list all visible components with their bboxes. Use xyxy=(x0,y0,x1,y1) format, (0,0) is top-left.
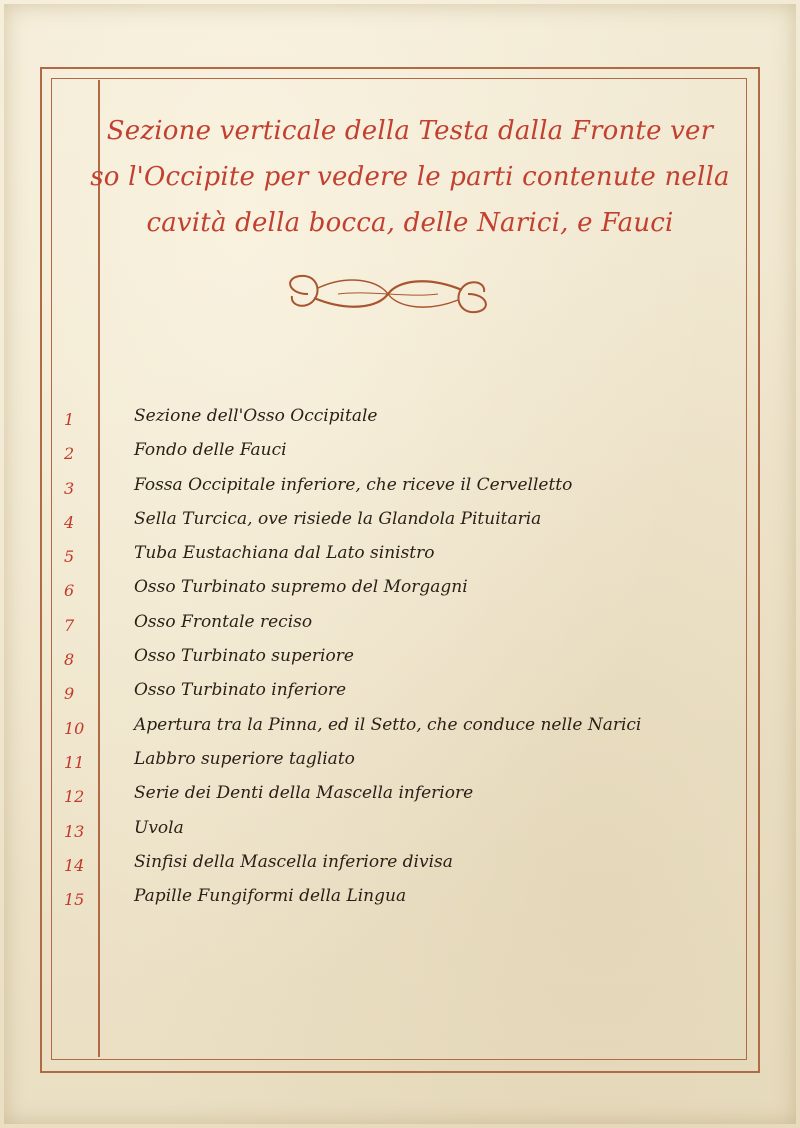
item-number: 2 xyxy=(64,444,75,464)
list-item xyxy=(0,850,760,884)
item-number: 12 xyxy=(64,787,85,807)
item-text: Serie dei Denti della Mascella inferiore xyxy=(134,783,474,804)
page-title xyxy=(90,108,730,246)
list-item xyxy=(0,678,760,712)
title-line-3: cavità della bocca, delle Narici, e Fauci xyxy=(146,208,674,238)
item-text: Osso Turbinato supremo del Morgagni xyxy=(134,577,468,598)
item-number: 8 xyxy=(64,650,75,670)
item-text: Osso Frontale reciso xyxy=(134,611,313,632)
list-item xyxy=(0,404,760,438)
list-item xyxy=(0,575,760,609)
item-text: Tuba Eustachiana dal Lato sinistro xyxy=(134,543,435,564)
item-number: 7 xyxy=(64,615,75,635)
item-text: Osso Turbinato superiore xyxy=(134,646,354,667)
list-item xyxy=(0,781,760,815)
calligraphic-flourish-ornament xyxy=(278,268,498,320)
item-text: Papille Fungiformi della Lingua xyxy=(134,886,407,907)
list-item xyxy=(0,438,760,472)
item-number: 11 xyxy=(64,752,85,772)
list-item xyxy=(0,541,760,575)
list-item xyxy=(0,747,760,781)
item-number: 10 xyxy=(64,718,85,738)
list-item xyxy=(0,884,760,918)
item-number: 14 xyxy=(64,855,85,875)
item-text: Sezione dell'Osso Occipitale xyxy=(134,406,378,426)
title-line-2: so l'Occipite per vedere le parti contenute nella xyxy=(90,162,730,192)
list-item xyxy=(0,644,760,678)
list-item xyxy=(0,473,760,507)
list-item xyxy=(0,816,760,850)
item-number: 1 xyxy=(64,410,75,429)
item-text: Fondo delle Fauci xyxy=(134,440,287,461)
item-number: 3 xyxy=(64,478,75,498)
item-number: 13 xyxy=(64,821,85,841)
item-number: 4 xyxy=(64,512,75,532)
list-item xyxy=(0,713,760,747)
item-text: Uvola xyxy=(134,817,184,838)
list-item xyxy=(0,507,760,541)
item-number: 6 xyxy=(64,581,75,601)
item-text: Apertura tra la Pinna, ed il Setto, che conduce nelle Narici xyxy=(134,714,642,735)
title-line-1: Sezione verticale della Testa dalla Fronte ver xyxy=(106,116,714,146)
numbered-legend xyxy=(0,404,760,918)
item-text: Sella Turcica, ove risiede la Glandola Pituitaria xyxy=(134,508,542,529)
list-item xyxy=(0,610,760,644)
item-text: Osso Turbinato inferiore xyxy=(134,680,347,701)
item-number: 9 xyxy=(64,684,75,704)
item-text: Labbro superiore tagliato xyxy=(134,748,355,769)
item-text: Sinfisi della Mascella inferiore divisa xyxy=(134,851,453,872)
item-number: 5 xyxy=(64,547,75,567)
item-number: 15 xyxy=(64,890,85,910)
item-text: Fossa Occipitale inferiore, che riceve il Cervelletto xyxy=(134,474,573,495)
